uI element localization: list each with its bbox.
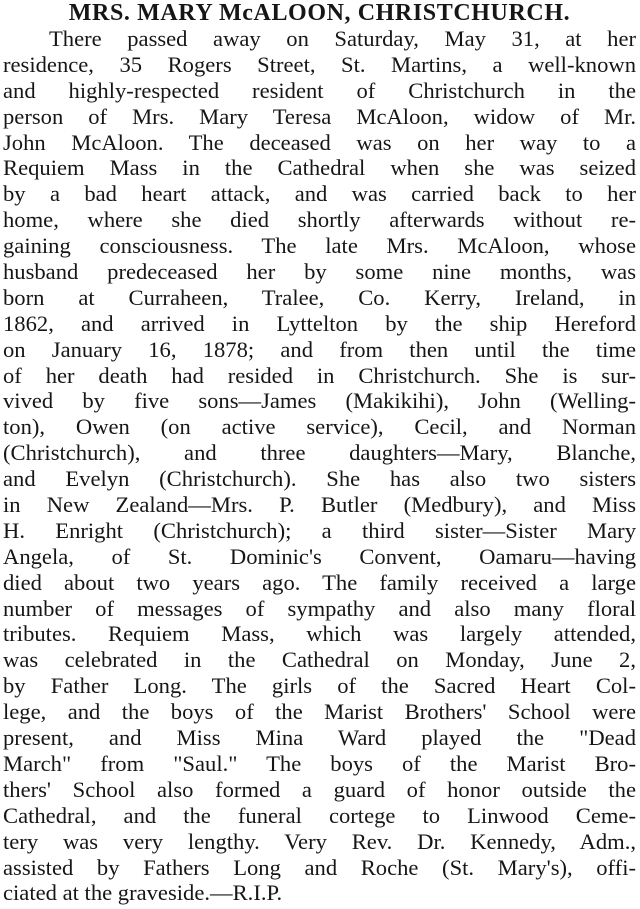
text-line: born at Curraheen, Tralee, Co. Kerry, Ireland, in: [3, 284, 636, 310]
text-line: Cathedral, and the funeral cortege to Linwood Ceme-: [3, 802, 636, 828]
text-line: assisted by Fathers Long and Roche (St. Mary's), offi-: [3, 854, 636, 880]
text-line: residence, 35 Rogers Street, St. Martins, a well-known: [3, 51, 636, 77]
text-line: by Father Long. The girls of the Sacred Heart Col-: [3, 673, 636, 699]
text-line: home, where she died shortly afterwards without re-: [3, 207, 636, 233]
text-line: thers' School also formed a guard of honor outside the: [3, 776, 636, 802]
obituary-headline: MRS. MARY McALOON, CHRISTCHURCH.: [68, 0, 571, 26]
text-line: present, and Miss Mina Ward played the "Dead: [3, 725, 636, 751]
text-line: tributes. Requiem Mass, which was largely attended,: [3, 621, 636, 647]
text-line: was celebrated in the Cathedral on Monday, June 2,: [3, 647, 636, 673]
text-line: (Christchurch), and three daughters—Mary, Blanche,: [3, 440, 636, 466]
text-line: ciated at the graveside.—R.I.P.: [3, 880, 283, 906]
text-line: on January 16, 1878; and from then until the time: [3, 336, 636, 362]
text-line: husband predeceased her by some nine months, was: [3, 259, 636, 285]
text-line: 1862, and arrived in Lyttelton by the ship Hereford: [3, 310, 636, 336]
text-line: number of messages of sympathy and also many floral: [3, 595, 636, 621]
text-line: There passed away on Saturday, May 31, at her: [49, 26, 636, 51]
text-line: vived by five sons—James (Makikihi), John (Welling-: [3, 388, 636, 414]
text-line: John McAloon. The deceased was on her way to a: [3, 129, 636, 155]
text-line: Requiem Mass in the Cathedral when she was seized: [3, 155, 636, 181]
text-line: of her death had resided in Christchurch. She is sur-: [3, 362, 636, 388]
text-line: died about two years ago. The family received a large: [3, 569, 636, 595]
text-line: and highly-respected resident of Christchurch in the: [3, 77, 636, 103]
text-line: ton), Owen (on active service), Cecil, and Norman: [3, 414, 636, 440]
text-line: by a bad heart attack, and was carried back to her: [3, 181, 636, 207]
text-line: in New Zealand—Mrs. P. Butler (Medbury), and Miss: [3, 492, 636, 518]
text-line: H. Enright (Christchurch); a third sister—Sister Mary: [3, 517, 636, 543]
obituary-body: [3, 26, 636, 906]
text-line: gaining consciousness. The late Mrs. McAloon, whose: [3, 233, 636, 259]
text-line: Angela, of St. Dominic's Convent, Oamaru—having: [3, 543, 636, 569]
text-line: March" from "Saul." The boys of the Marist Bro-: [3, 750, 636, 776]
text-line: tery was very lengthy. Very Rev. Dr. Kennedy, Adm.,: [3, 828, 636, 854]
text-line: and Evelyn (Christchurch). She has also two sisters: [3, 466, 636, 492]
text-line: person of Mrs. Mary Teresa McAloon, widow of Mr.: [3, 103, 636, 129]
text-line: lege, and the boys of the Marist Brothers' School were: [3, 699, 636, 725]
